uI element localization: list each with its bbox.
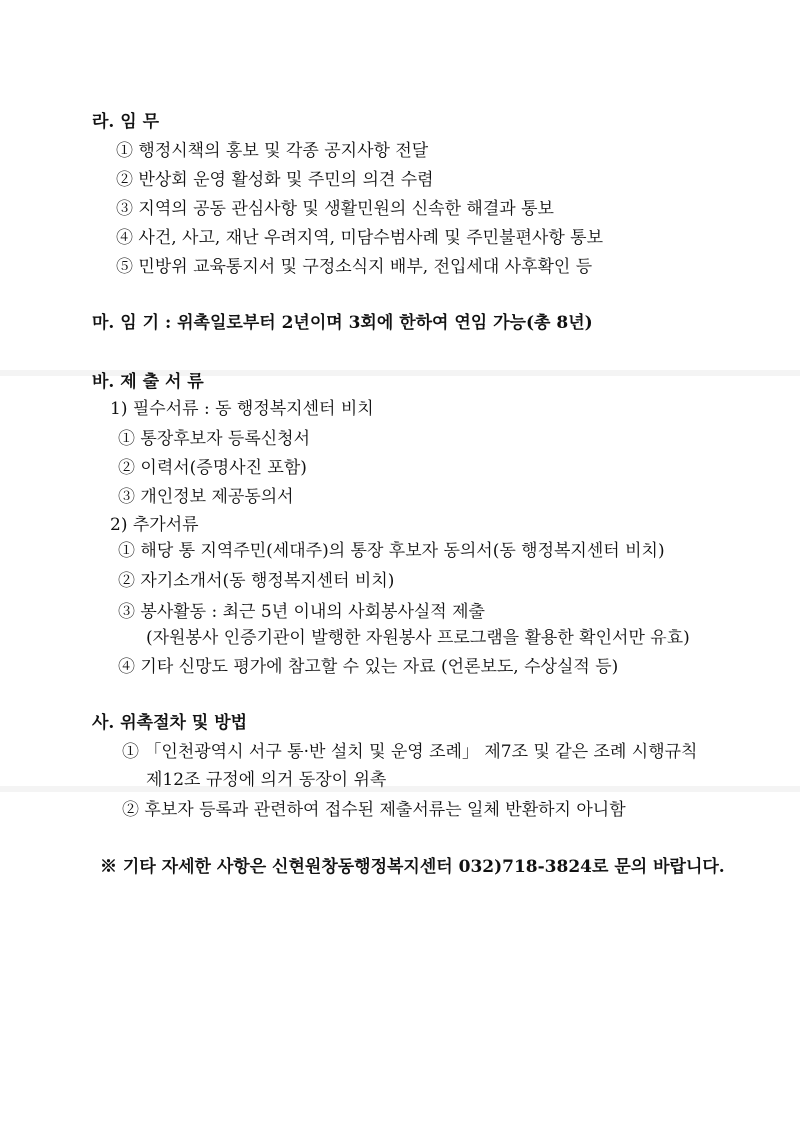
list-item: ① 행정시책의 홍보 및 각종 공지사항 전달 — [116, 141, 429, 161]
scan-artifact-band — [0, 786, 800, 792]
list-item: ③ 봉사활동 : 최근 5년 이내의 사회봉사실적 제출 — [118, 602, 485, 622]
list-item: ④ 기타 신망도 평가에 참고할 수 있는 자료 (언론보도, 수상실적 등) — [118, 657, 619, 677]
required-docs-title: 1) 필수서류 : 동 행정복지센터 비치 — [110, 399, 374, 419]
list-item-continuation: (자원봉사 인증기관이 발행한 자원봉사 프로그램을 활용한 확인서만 유효) — [146, 628, 690, 648]
list-item: ① 「인천광역시 서구 통·반 설치 및 운영 조례」 제7조 및 같은 조례 시행규칙 — [122, 742, 698, 762]
list-item: ⑤ 민방위 교육통지서 및 구정소식지 배부, 전입세대 사후확인 등 — [116, 257, 593, 277]
section-ra-title: 라. 임 무 — [92, 112, 160, 132]
section-ma-title: 마. 임 기 : 위촉일로부터 2년이며 3회에 한하여 연임 가능(총 8년) — [92, 313, 593, 333]
list-item-continuation: 제12조 규정에 의거 동장이 위촉 — [146, 770, 387, 790]
contact-note: ※ 기타 자세한 사항은 신현원창동행정복지센터 032)718-3824로 문의 바랍니다. — [100, 857, 725, 877]
section-ba-title: 바. 제 출 서 류 — [92, 372, 204, 392]
section-sa-title: 사. 위촉절차 및 방법 — [92, 713, 248, 733]
list-item: ② 이력서(증명사진 포함) — [118, 458, 307, 478]
extra-docs-title: 2) 추가서류 — [110, 515, 199, 535]
list-item: ① 통장후보자 등록신청서 — [118, 429, 311, 449]
list-item: ④ 사건, 사고, 재난 우려지역, 미담수범사례 및 주민불편사항 통보 — [116, 228, 603, 248]
list-item: ① 해당 통 지역주민(세대주)의 통장 후보자 동의서(동 행정복지센터 비치) — [118, 541, 665, 561]
list-item: ③ 개인정보 제공동의서 — [118, 487, 294, 507]
list-item: ② 반상회 운영 활성화 및 주민의 의견 수렴 — [116, 170, 434, 190]
list-item: ② 후보자 등록과 관련하여 접수된 제출서류는 일체 반환하지 아니함 — [122, 800, 626, 820]
list-item: ③ 지역의 공동 관심사항 및 생활민원의 신속한 해결과 통보 — [116, 199, 554, 219]
list-item: ② 자기소개서(동 행정복지센터 비치) — [118, 571, 395, 591]
